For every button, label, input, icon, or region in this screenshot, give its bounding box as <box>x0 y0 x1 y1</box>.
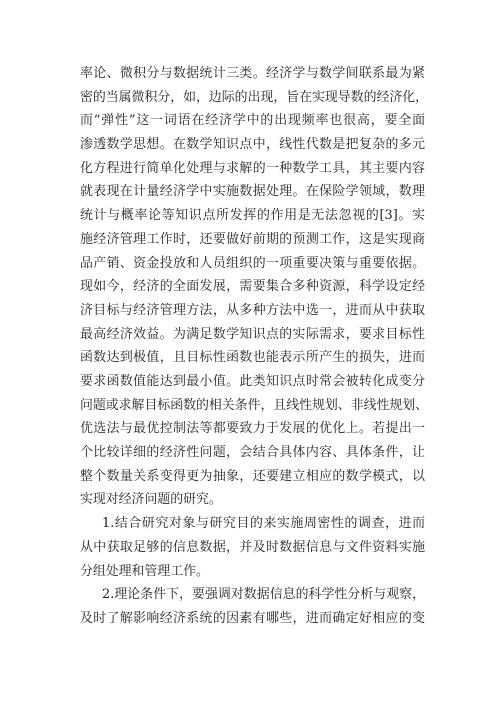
text-line: 济目标与经济管理方法，从多种方法中选一，进而从中获取 <box>80 302 425 318</box>
text-line: 要求函数值能达到最小值。此类知识点时常会被转化成变分 <box>80 373 425 389</box>
body-paragraph-3 <box>80 583 425 630</box>
text-line: 优选法与最优控制法等都要致力于发展的优化上。若提出一 <box>80 421 425 437</box>
text-line: 统计与概率论等知识点所发挥的作用是无法忽视的[3]。实 <box>80 208 425 224</box>
text-line: 就表现在计量经济学中实施数据处理。在保险学领域，数理 <box>80 184 425 200</box>
text-line: 化方程进行简单化处理与求解的一种数学工具，其主要内容 <box>80 160 425 176</box>
text-line: 整个数量关系变得更为抽象，还要建立相应的数学模式，以 <box>80 468 425 484</box>
text-line: 施经济管理工作时，还要做好前期的预测工作，这是实现商 <box>80 231 425 247</box>
text-line: 密的当属微积分，如，边际的出现，旨在实现导数的经济化， <box>80 89 429 105</box>
text-line: 而“弹性”这一词语在经济学中的出现频率也很高，要全面 <box>80 113 425 129</box>
text-line: 2.理论条件下，要强调对数据信息的科学性分析与观察， <box>102 587 425 603</box>
text-line: 从中获取足够的信息数据，并及时数据信息与文件资料实施 <box>80 539 425 555</box>
body-paragraph-2 <box>80 512 425 583</box>
text-line: 实现对经济问题的研究。 <box>80 492 222 508</box>
text-line: 1.结合研究对象与研究目的来实施周密性的调查，进而 <box>102 516 425 532</box>
text-line: 问题或求解目标函数的相关条件，且线性规划、非线性规划、 <box>80 397 429 413</box>
text-line: 品产销、资金投放和人员组织的一项重要决策与重要依据。 <box>80 255 425 271</box>
text-line: 函数达到极值，且目标性函数也能表示所产生的损失，进而 <box>80 350 425 366</box>
text-line: 个比较详细的经济性问题，会结合具体内容、具体条件，让 <box>80 445 425 460</box>
text-line: 率论、微积分与数据统计三类。经济学与数学间联系最为紧 <box>80 66 425 81</box>
text-line: 分组处理和管理工作。 <box>80 563 209 579</box>
text-line: 最高经济效益。为满足数学知识点的实际需求，要求目标性 <box>80 326 425 342</box>
text-line: 现如今，经济的全面发展，需要集合多种资源，科学设定经 <box>80 279 425 295</box>
text-line: 渗透数学思想。在数学知识点中，线性代数是把复杂的多元 <box>80 137 425 153</box>
text-line: 及时了解影响经济系统的因素有哪些，进而确定好相应的变 <box>80 611 425 627</box>
body-paragraph-1 <box>80 62 429 512</box>
